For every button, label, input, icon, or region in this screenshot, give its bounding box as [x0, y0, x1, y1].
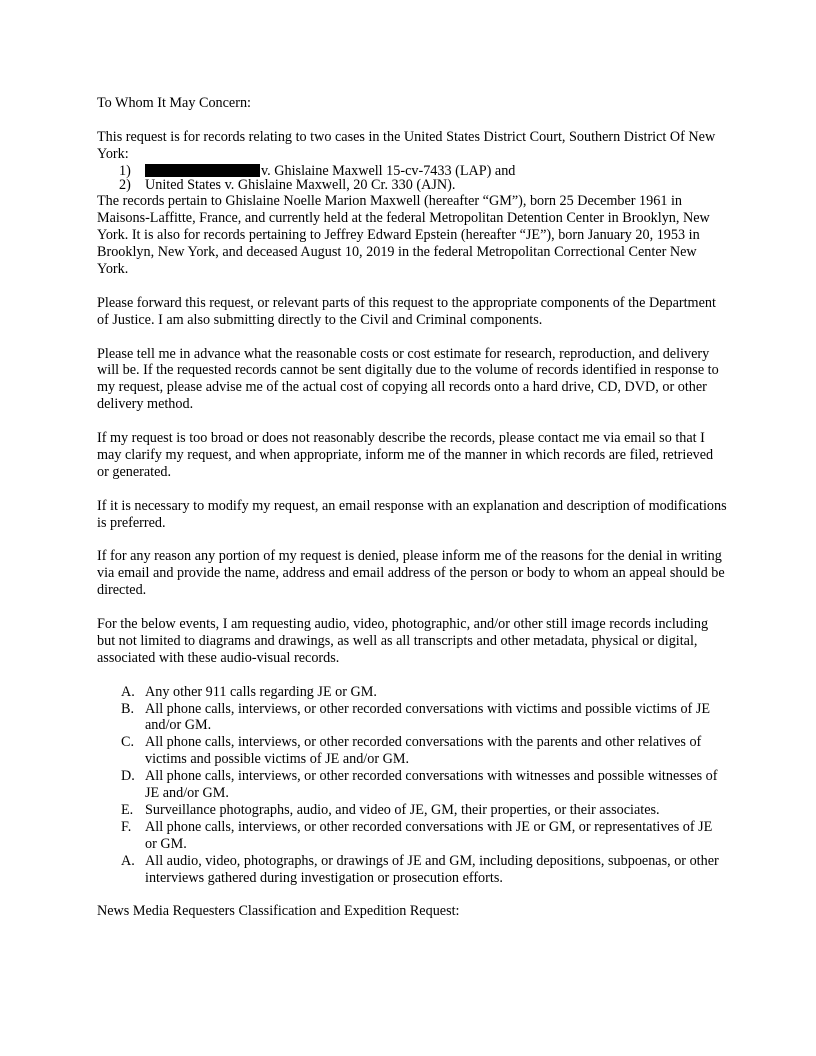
list-item: [97, 853, 727, 887]
forward-paragraph: Please forward this request, or relevant parts of this request to the appropriate components of the Department of Justice. I am also submitting directly to the Civil and Criminal components.: [97, 294, 716, 328]
section-heading: News Media Requesters Classification and Expedition Request:: [97, 903, 460, 920]
document-page: [97, 95, 727, 937]
list-item-text: All phone calls, interviews, or other recorded conversations with the parents and other relatives of victims and possible victims of JE and/or GM.: [145, 734, 702, 768]
pertain-paragraph: The records pertain to Ghislaine Noelle Marion Maxwell (hereafter “GM”), born 25 December 1961 in Maisons-Laffitte, France, and currently held at the federal Metropolitan Detention Center in Brooklyn, New York. It is also for records pertaining to Jeffrey Edward Epstein (hereafter “JE”), born January 20, 1953 in Brooklyn, New York, and deceased August 10, 2019 in the federal Metropolitan Correctional Center New York.: [97, 193, 710, 278]
list-item-text: Any other 911 calls regarding JE or GM.: [145, 683, 377, 700]
list-marker: D.: [121, 768, 135, 785]
list-item-text: All phone calls, interviews, or other recorded conversations with JE or GM, or representatives of JE or GM.: [145, 818, 713, 852]
list-marker: F.: [121, 818, 132, 835]
list-item: [97, 701, 727, 735]
list-marker: A.: [121, 683, 135, 700]
events-intro-paragraph: For the below events, I am requesting audio, video, photographic, and/or other still image records including but not limited to diagrams and drawings, as well as all transcripts and other metadata, physical or digital, associated with these audio-visual records.: [97, 615, 709, 666]
list-marker: C.: [121, 734, 135, 751]
case-text: United States v. Ghislaine Maxwell, 20 Cr. 330 (AJN).: [145, 176, 456, 193]
request-list: [97, 684, 727, 887]
list-marker: B.: [121, 700, 135, 717]
list-item-text: All phone calls, interviews, or other recorded conversations with victims and possible victims of JE and/or GM.: [145, 700, 711, 734]
list-item: [97, 734, 727, 768]
list-item: [97, 768, 727, 802]
case-marker: 2): [119, 176, 131, 193]
list-item-text: All phone calls, interviews, or other recorded conversations with witnesses and possible witnesses of JE and/or GM.: [145, 768, 718, 802]
modify-paragraph: If it is necessary to modify my request, an email response with an explanation and description of modifications is preferred.: [97, 497, 727, 531]
intro-paragraph: This request is for records relating to two cases in the United States District Court, Southern District Of New York:: [97, 128, 716, 162]
list-item-text: All audio, video, photographs, or drawings of JE and GM, including depositions, subpoenas, or other interviews gathered during investigation or prosecution efforts.: [145, 852, 719, 886]
case-marker: 1): [119, 162, 131, 179]
case-text: v. Ghislaine Maxwell 15-cv-7433 (LAP) and: [261, 162, 516, 179]
list-marker: A.: [121, 852, 135, 869]
list-marker: E.: [121, 801, 134, 818]
list-item: [97, 802, 727, 819]
case-item-2: [97, 177, 727, 194]
list-item: [97, 819, 727, 853]
salutation: To Whom It May Concern:: [97, 95, 251, 111]
list-item: [97, 684, 727, 701]
costs-paragraph: Please tell me in advance what the reasonable costs or cost estimate for research, reproduction, and delivery will be. If the requested records cannot be sent digitally due to the volume of records identified in response to my request, please advise me of the actual cost of copying all records onto a hard drive, CD, DVD, or other delivery method.: [97, 345, 719, 413]
broad-paragraph: If my request is too broad or does not reasonably describe the records, please contact me via email so that I may clarify my request, and when appropriate, inform me of the manner in which records are filed, retrieved or generated.: [97, 430, 714, 480]
redaction-bar: [145, 164, 260, 177]
denied-paragraph: If for any reason any portion of my request is denied, please inform me of the reasons for the denial in writing via email and provide the name, address and email address of the person or body to whom an appeal should be directed.: [97, 548, 725, 599]
list-item-text: Surveillance photographs, audio, and video of JE, GM, their properties, or their associates.: [145, 801, 660, 818]
